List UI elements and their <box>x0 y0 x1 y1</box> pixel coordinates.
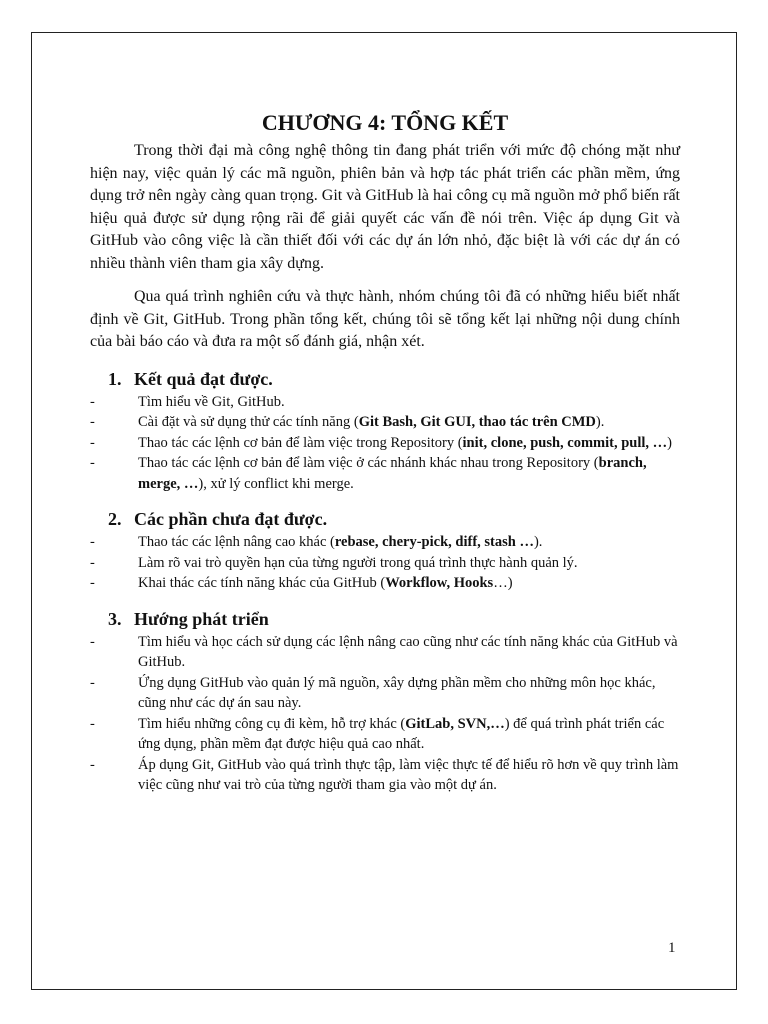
bold-term: rebase, chery-pick, diff, stash … <box>334 534 534 550</box>
bullet-dash: - <box>90 633 95 650</box>
list-item <box>90 714 680 755</box>
bullet-dash: - <box>90 434 95 451</box>
bullet-dash: - <box>90 455 95 471</box>
item-text: …) <box>493 575 513 591</box>
bullet-dash: - <box>90 756 95 773</box>
section-number: 3. <box>108 608 122 629</box>
item-text: Ứng dụng GitHub vào quản lý mã nguồn, xây dựng phần mềm cho những môn học khác, cũng như các dự án sau này. <box>138 674 656 711</box>
item-text: Tìm hiểu về Git, GitHub. <box>138 393 285 410</box>
section-number: 1. <box>108 368 122 389</box>
list-item <box>90 412 680 433</box>
item-text: Cài đặt và sử dụng thử các tính năng ( <box>138 414 359 430</box>
summary-paragraph: Qua quá trình nghiên cứu và thực hành, nhóm chúng tôi đã có những hiểu biết nhất định về Git, GitHub. Trong phần tổng kết, chúng tôi sẽ tổng kết lại những nội dung chính của bài báo cáo và đưa ra một số đánh giá, nhận xét. <box>90 288 680 350</box>
bullet-dash: - <box>90 715 95 732</box>
page-number: 1 <box>668 940 676 956</box>
item-text: ), xử lý conflict khi merge. <box>198 475 354 492</box>
item-text: Thao tác các lệnh nâng cao khác ( <box>138 534 335 550</box>
bold-term: Git Bash, Git GUI, thao tác trên CMD <box>358 414 596 430</box>
item-text: ). <box>595 414 605 430</box>
item-text: Thao tác các lệnh cơ bản để làm việc trong Repository ( <box>138 434 463 451</box>
bold-term: Workflow, Hooks <box>385 575 494 591</box>
bullet-list <box>90 532 680 594</box>
item-text: ) để quá trình phát triển các ứng dụng, phần mềm đạt được hiệu quả cao nhất. <box>138 715 665 752</box>
section-title: Hướng phát triển <box>134 608 269 629</box>
bullet-list <box>90 632 680 796</box>
bullet-dash: - <box>90 674 95 691</box>
chapter-title: CHƯƠNG 4: TỔNG KẾT <box>261 110 509 135</box>
item-text: Áp dụng Git, GitHub vào quá trình thực tập, làm việc thực tế để hiểu rõ hơn về quy trình làm việc cũng như vai trò của từng người tham gia vào một dự án. <box>138 756 679 793</box>
section-heading <box>90 607 680 631</box>
intro-paragraph: Trong thời đại mà công nghệ thông tin đang phát triển với mức độ chóng mặt như hiện nay, việc quản lý các mã nguồn, phiên bản và hợp tác phát triển các phần mềm, ứng dụng trở nên ngày càng quan trọng. Git và GitHub là hai công cụ mã nguồn mở phổ biến rất hiệu quả được sử dụng rộng rãi để giải quyết các vấn đề nói trên. Việc áp dụng Git và GitHub vào công việc là cần thiết đối với các dự án lớn nhỏ, đặc biệt là với các dự án có nhiều thành viên tham gia xây dựng. <box>90 142 680 272</box>
bullet-list <box>90 392 680 495</box>
item-text: Khai thác các tính năng khác của GitHub ( <box>138 575 386 591</box>
bullet-dash: - <box>90 554 95 571</box>
section-title: Kết quả đạt được. <box>134 368 273 389</box>
list-item <box>90 392 680 413</box>
item-text: ). <box>533 534 543 550</box>
list-item <box>90 673 680 714</box>
section-results <box>90 367 680 495</box>
list-item <box>90 532 680 553</box>
bold-term: init, clone, push, commit, pull, … <box>462 434 668 451</box>
item-text: ) <box>667 434 673 451</box>
section-unfinished <box>90 507 680 594</box>
document-body <box>90 108 680 796</box>
list-item <box>90 573 680 594</box>
list-item <box>90 632 680 673</box>
bullet-dash: - <box>90 414 95 430</box>
section-title: Các phần chưa đạt được. <box>134 509 328 529</box>
bullet-dash: - <box>90 393 95 410</box>
list-item <box>90 453 680 494</box>
list-item <box>90 755 680 796</box>
item-text: Thao tác các lệnh cơ bản để làm việc ở các nhánh khác nhau trong Repository ( <box>138 455 599 471</box>
list-item <box>90 433 680 454</box>
section-heading <box>90 507 680 531</box>
bullet-dash: - <box>90 534 95 550</box>
section-heading <box>90 367 680 391</box>
bold-term: GitLab, SVN,… <box>405 715 505 732</box>
section-number: 2. <box>108 509 122 529</box>
bold-term: branch, merge, … <box>138 455 647 492</box>
item-text: Tìm hiểu và học cách sử dụng các lệnh nâng cao cũng như các tính năng khác của GitHub và GitHub. <box>138 633 678 670</box>
section-future <box>90 607 680 796</box>
item-text: Làm rõ vai trò quyền hạn của từng người trong quá trình thực hành quản lý. <box>138 554 578 571</box>
list-item <box>90 553 680 574</box>
bullet-dash: - <box>90 575 95 591</box>
item-text: Tìm hiểu những công cụ đi kèm, hỗ trợ khác ( <box>138 715 406 732</box>
